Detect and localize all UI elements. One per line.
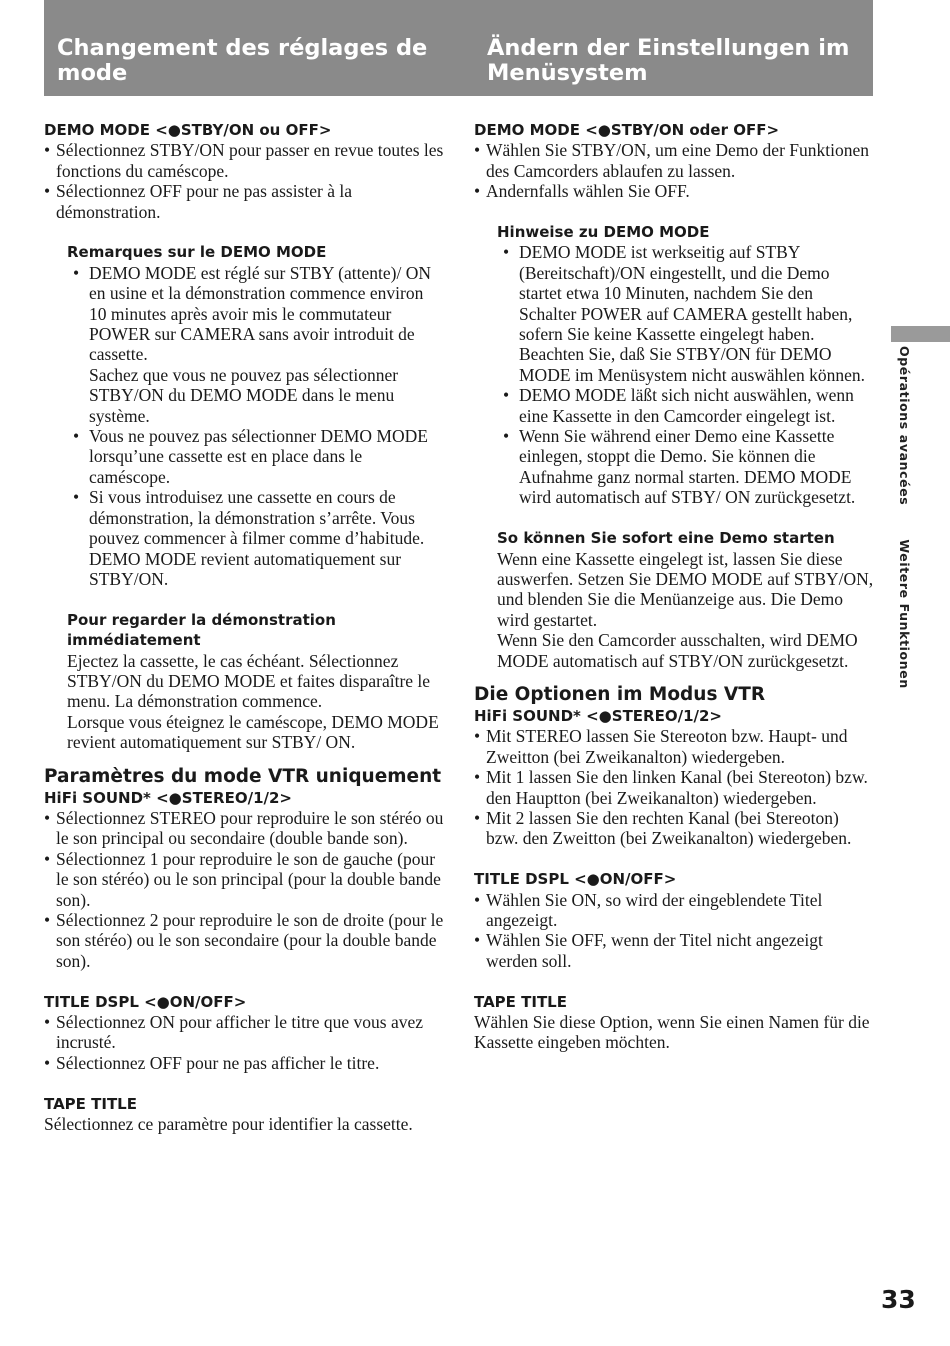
remark-text: DEMO MODE est réglé sur STBY (attente)/ ON en usine et la démonstration commence environ 10 minutes après avoir mis le commutateur POWER sur CAMERA sans avoir introduit de cassette. — [89, 262, 431, 365]
list-item: • Sélectionnez OFF pour ne pas assister à la démonstration. — [44, 181, 444, 222]
hifi-sound-label: HiFi SOUND* <●STEREO/1/2> — [44, 788, 292, 807]
hifi-sound-list — [44, 808, 444, 971]
list-item: • Wählen Sie OFF, wenn der Titel nicht angezeigt werden soll. — [474, 930, 874, 971]
watch-demo-paragraph: Wenn Sie den Camcorder ausschalten, wird DEMO MODE automatisch auf STBY/ON zurückgesetzt. — [497, 630, 858, 671]
demo-mode-label: DEMO MODE <●STBY/ON ou OFF> — [44, 121, 332, 139]
watch-demo-paragraph: Ejectez la cassette, le cas échéant. Sélectionnez STBY/ON du DEMO MODE et faites disparaître le menu. La démonstration commence. — [67, 650, 431, 712]
hifi-sound-label: HiFi SOUND* <●STEREO/1/2> — [474, 706, 722, 725]
title-dspl-label: TITLE DSPL <●ON/OFF> — [474, 870, 677, 889]
remark-extra: Sachez que vous ne pouvez pas sélectionner STBY/ON du DEMO MODE dans le menu système. — [89, 364, 399, 426]
list-item: • Andernfalls wählen Sie OFF. — [474, 181, 874, 201]
tape-title-text: Sélectionnez ce paramètre pour identifier la cassette. — [44, 1114, 413, 1135]
section-tab-marker — [891, 326, 950, 342]
remarks-title: Remarques sur le DEMO MODE — [67, 243, 327, 262]
tape-title-text: Wählen Sie diese Option, wenn Sie einen Namen für die Kassette eingeben möchten. — [474, 1012, 870, 1053]
remark-text: DEMO MODE ist werkseitig auf STBY (Bereitschaft)/ON eingestellt, und die Demo startet etwa 10 Minuten, nachdem Sie den Schalter POWER auf CAMERA gestellt haben, sofern Sie keine Kassette eingelegt haben. — [519, 242, 853, 345]
list-item: • DEMO MODE läßt sich nicht auswählen, wenn eine Kassette in den Camcorder eingelegt ist. — [497, 385, 874, 426]
list-item: • Mit STEREO lassen Sie Stereoton bzw. Haupt- und Zweitton (bei Zweikanalton) wiedergeben. — [474, 726, 874, 767]
list-item: • Sélectionnez ON pour afficher le titre que vous avez incrusté. — [44, 1012, 444, 1053]
list-item: • Si vous introduisez une cassette en cours de démonstration, la démonstration s’arrête. Vous pouvez commencer à filmer comme d’habitude. DEMO MODE revient automatiquement sur STBY/ON. — [67, 487, 444, 589]
remarks-title: Hinweise zu DEMO MODE — [497, 223, 710, 242]
demo-remarks — [474, 222, 874, 671]
column-french — [44, 120, 444, 1134]
vtr-section-title: Die Optionen im Modus VTR — [474, 683, 766, 705]
list-item: • Sélectionnez STEREO pour reproduire le son stéréo ou le son principal ou secondaire (double bande son). — [44, 808, 444, 849]
list-item: • Wählen Sie STBY/ON, um eine Demo der Funktionen des Camcorders ablaufen zu lassen. — [474, 140, 874, 181]
remarks-list — [497, 242, 874, 507]
title-dspl-list — [474, 890, 874, 972]
page-header — [44, 0, 873, 96]
tape-title-label: TAPE TITLE — [474, 992, 567, 1011]
list-item: • Mit 2 lassen Sie den rechten Kanal (bei Stereoton) bzw. den Zweitton (bei Zweikanalton) wiedergeben. — [474, 808, 874, 849]
side-label-fr: Opérations avancées — [897, 346, 912, 506]
title-dspl-label: TITLE DSPL <●ON/OFF> — [44, 992, 247, 1011]
watch-demo-paragraph: Wenn eine Kassette eingelegt ist, lassen Sie diese auswerfen. Setzen Sie DEMO MODE auf STBY/ON, und blenden Sie die Menüanzeige aus. Die Demo wird gestartet. — [497, 548, 874, 630]
remarks-list — [67, 263, 444, 590]
side-label-de: Weitere Funktionen — [897, 539, 912, 689]
demo-mode-label: DEMO MODE <●STBY/ON oder OFF> — [474, 121, 780, 139]
watch-demo-title: So können Sie sofort eine Demo starten — [497, 529, 835, 548]
title-dspl-list — [44, 1012, 444, 1073]
side-section-label — [897, 346, 912, 689]
page-number: 33 — [881, 1285, 916, 1314]
list-item — [67, 263, 444, 426]
list-item — [497, 242, 874, 385]
list-item: • Mit 1 lassen Sie den linken Kanal (bei Stereoton) bzw. den Hauptton (bei Zweikanalton) wiedergeben. — [474, 767, 874, 808]
list-item: • Sélectionnez 2 pour reproduire le son de droite (pour le son stéréo) ou le son secondaire (pour la double bande son). — [44, 910, 444, 971]
watch-demo-title: Pour regarder la démonstration immédiatement — [67, 610, 336, 650]
hifi-sound-list — [474, 726, 874, 848]
tape-title-label: TAPE TITLE — [44, 1094, 137, 1113]
demo-mode-list — [44, 140, 444, 222]
demo-mode-list — [474, 140, 874, 201]
list-item: • Sélectionnez 1 pour reproduire le son de gauche (pour le son stéréo) ou le son principal (pour la double bande son). — [44, 849, 444, 910]
list-item: • Sélectionnez OFF pour ne pas afficher le titre. — [44, 1053, 444, 1073]
watch-demo-paragraph: Lorsque vous éteignez le caméscope, DEMO MODE revient automatiquement sur STBY/ ON. — [67, 711, 439, 753]
vtr-section-title: Paramètres du mode VTR uniquement — [44, 765, 442, 787]
title-fr: Changement des réglages de mode — [57, 35, 428, 86]
list-item: • Sélectionnez STBY/ON pour passer en revue toutes les fonctions du caméscope. — [44, 140, 444, 181]
column-german — [474, 120, 874, 1053]
list-item: • Wenn Sie während einer Demo eine Kassette einlegen, stoppt die Demo. Sie können die Aufnahme ganz normal starten. DEMO MODE wird automatisch auf STBY/ ON zurückgesetzt. — [497, 426, 874, 508]
title-de: Ändern der Einstellungen im Menüsystem — [487, 35, 850, 86]
remark-extra: Beachten Sie, daß Sie STBY/ON für DEMO MODE im Menüsystem nicht auswählen können. — [519, 344, 866, 385]
list-item: • Vous ne pouvez pas sélectionner DEMO MODE lorsqu’une cassette est en place dans le caméscope. — [67, 426, 444, 487]
list-item: • Wählen Sie ON, so wird der eingeblendete Titel angezeigt. — [474, 890, 874, 931]
demo-remarks — [44, 242, 444, 752]
